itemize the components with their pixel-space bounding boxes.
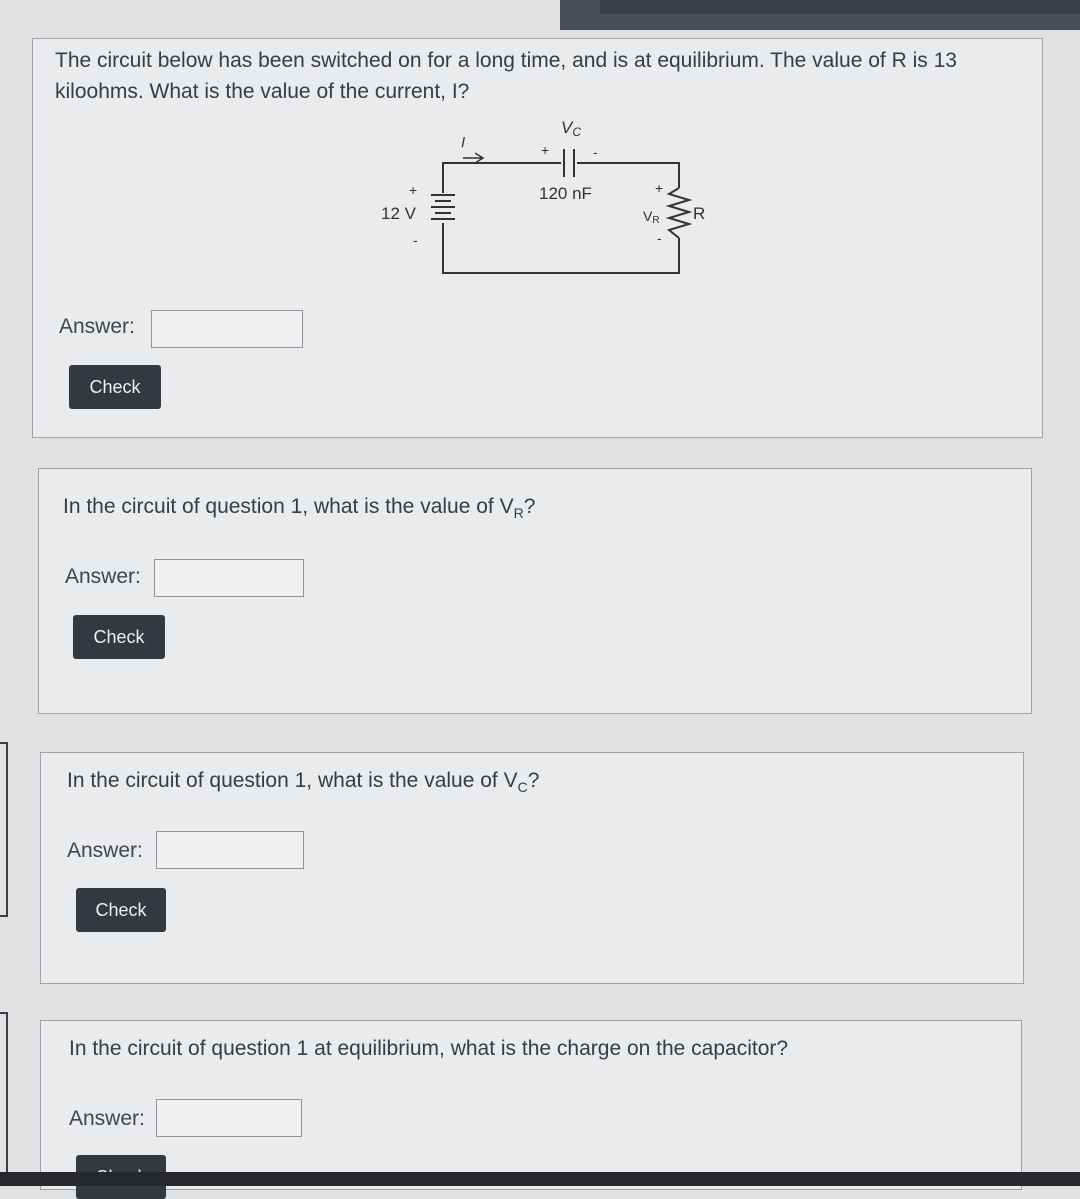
question-4-panel — [40, 1020, 1022, 1190]
question-1-text: The circuit below has been switched on for a long time, and is at equilibrium. The value of R is 13 kiloohms. What is the value of the current, I? — [55, 49, 957, 103]
question-1-panel — [32, 38, 1043, 438]
question-2-answer-input[interactable] — [154, 559, 304, 597]
question-2-check-button[interactable]: Check — [73, 615, 165, 659]
vr-plus: + — [655, 180, 664, 196]
question-3-check-button[interactable]: Check — [76, 888, 166, 932]
question-3-answer-input[interactable] — [156, 831, 304, 869]
question-3-answer-label: Answer: — [67, 839, 143, 862]
window-edge-left — [0, 742, 8, 917]
question-1-check-button[interactable]: Check — [69, 365, 161, 409]
vr-label: VR — [643, 208, 660, 226]
source-minus: - — [413, 232, 418, 248]
capacitor-minus: - — [593, 144, 598, 160]
question-2-panel — [38, 468, 1032, 714]
capacitance-label: 120 nF — [539, 184, 592, 203]
question-4-text: In the circuit of question 1 at equilibrium, what is the charge on the capacitor? — [69, 1037, 789, 1060]
vr-minus: - — [657, 230, 662, 246]
question-4-answer-label: Answer: — [69, 1107, 145, 1130]
question-1-answer-label: Answer: — [59, 315, 135, 338]
source-plus: + — [409, 182, 418, 198]
resistor-symbol — [669, 188, 689, 238]
resistor-label: R — [693, 204, 706, 223]
question-3-text: In the circuit of question 1, what is the value of $V_C$? — [67, 769, 540, 796]
screen-edge-top-dark — [600, 0, 1080, 14]
screen-edge-bottom — [0, 1172, 1080, 1186]
capacitor-plus: + — [541, 142, 550, 158]
question-3-panel — [40, 752, 1024, 984]
current-label: I — [461, 134, 466, 151]
question-4-answer-input[interactable] — [156, 1099, 302, 1137]
source-voltage-label: 12 V — [381, 204, 416, 223]
question-2-text: In the circuit of question 1, what is the value of $V_R$? — [63, 495, 536, 522]
circuit-diagram — [371, 113, 731, 285]
question-2-answer-label: Answer: — [65, 565, 141, 588]
window-edge-left-lower — [0, 1012, 8, 1186]
question-1-answer-input[interactable] — [151, 310, 303, 348]
vc-label: VC — [561, 118, 582, 139]
